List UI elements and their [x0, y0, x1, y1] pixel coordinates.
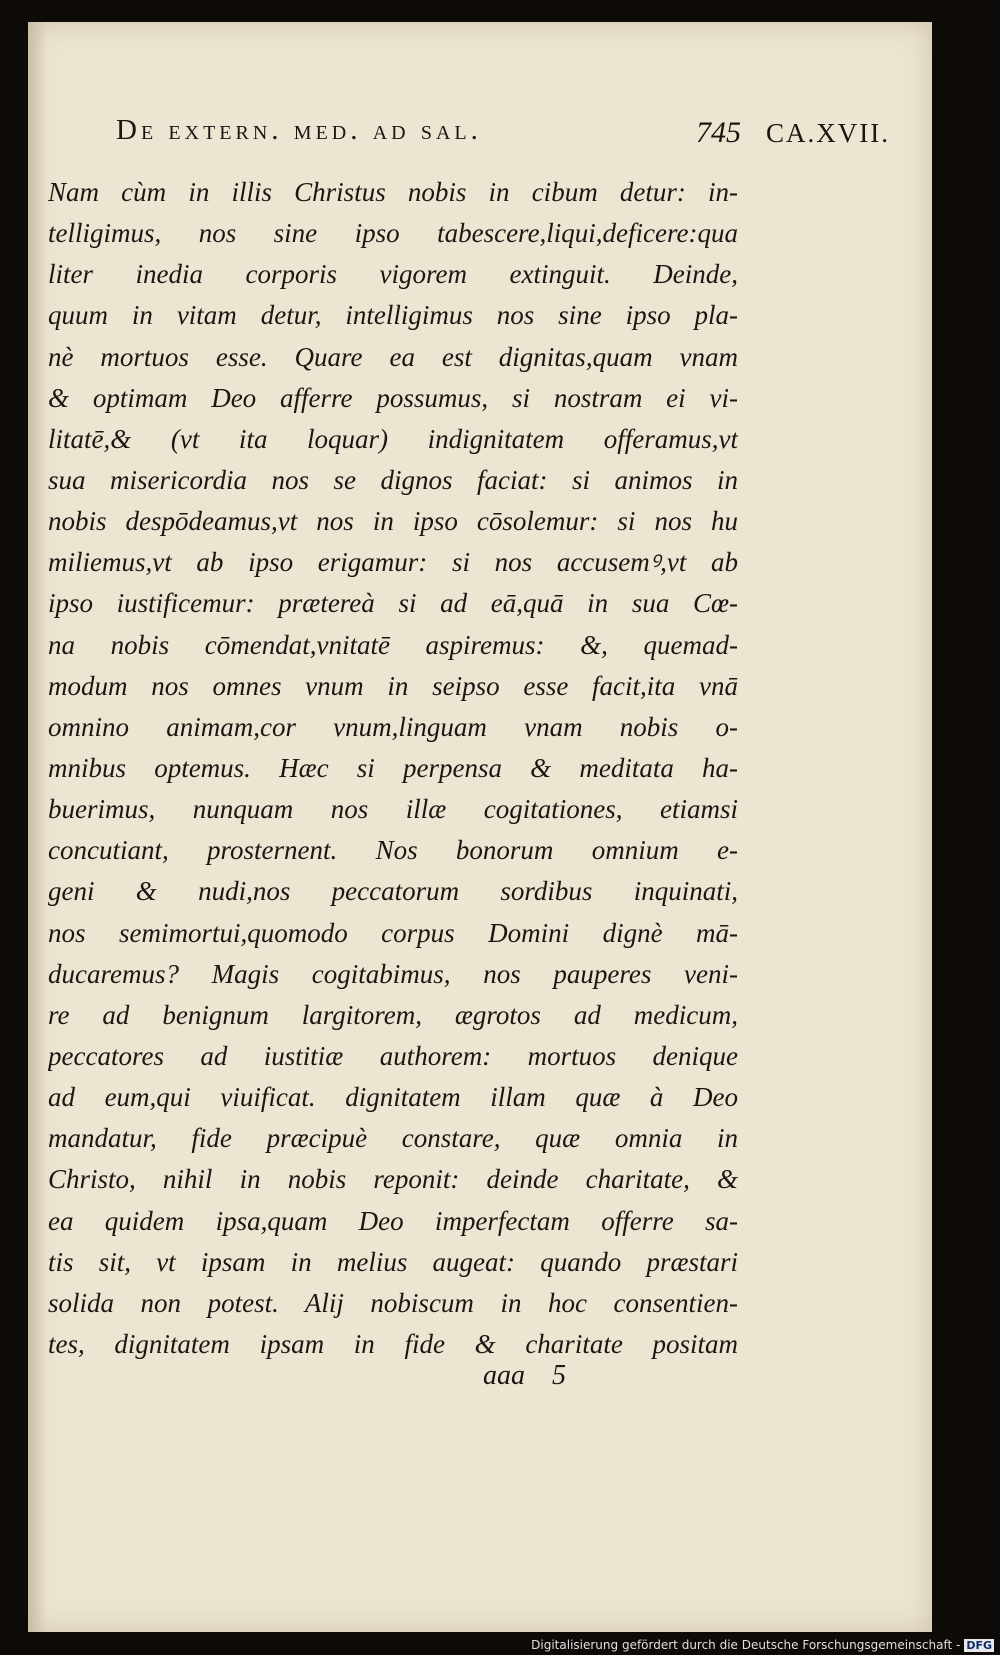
text-line: re ad benignum largitorem, ægrotos ad medicum,	[48, 999, 738, 1030]
page-number: 745	[696, 116, 741, 149]
text-line: sua misericordia nos se dignos faciat: si animos in	[48, 464, 738, 495]
text-line: peccatores ad iustitiæ authorem: mortuos denique	[48, 1040, 738, 1071]
book-page	[28, 22, 932, 1632]
text-line: nos semimortui,quomodo corpus Domini dignè mā-	[48, 917, 738, 948]
text-line: omnino animam,cor vnum,linguam vnam nobis o-	[48, 711, 738, 742]
text-line: telligimus, nos sine ipso tabescere,liqui,deficere:qua	[48, 218, 738, 249]
text-line: & optimam Deo afferre possumus, si nostram ei vi-	[48, 382, 738, 413]
text-line: ducaremus? Magis cogitabimus, nos pauperes veni-	[48, 958, 738, 989]
page-gutter-shadow	[28, 22, 46, 1632]
text-line: geni & nudi,nos peccatorum sordibus inquinati,	[48, 876, 738, 907]
text-line: Nam cùm in illis Christus nobis in cibum detur: in-	[48, 177, 738, 207]
chapter-label: CA.XVII.	[766, 118, 890, 148]
footer-credit	[531, 1638, 994, 1652]
text-line: tes, dignitatem ipsam in fide & charitate positam	[48, 1328, 738, 1359]
text-line: concutiant, prosternent. Nos bonorum omnium e-	[48, 835, 738, 866]
running-head	[116, 110, 896, 160]
text-line: ipso iustificemur: prætereà si ad eā,quā in sua Cœ-	[48, 588, 738, 619]
text-line: litatē,& (vt ita loquar) indignitatem offeramus,vt	[48, 423, 738, 454]
body-text	[48, 172, 738, 1365]
text-line: mnibus optemus. Hæc si perpensa & meditata ha-	[48, 752, 738, 783]
text-line: liter inedia corporis vigorem extinguit. Deinde,	[48, 259, 738, 290]
text-line: miliemus,vt ab ipso erigamur: si nos accusemꝰ,vt ab	[48, 547, 738, 578]
text-line: mandatur, fide præcipuè constare, quæ omnia in	[48, 1123, 738, 1154]
text-line: modum nos omnes vnum in seipso esse facit,ita vnā	[48, 670, 738, 701]
text-line: ad eum,qui viuificat. dignitatem illam quæ à Deo	[48, 1082, 738, 1113]
text-line: nè mortuos esse. Quare ea est dignitas,quam vnam	[48, 341, 738, 372]
text-line: Christo, nihil in nobis reponit: deinde charitate, &	[48, 1164, 738, 1195]
text-line: ea quidem ipsa,quam Deo imperfectam offerre sa-	[48, 1205, 738, 1236]
text-line: na nobis cōmendat,vnitatē aspiremus: &, quemad-	[48, 629, 738, 660]
running-head-title: De extern. med. ad sal.	[116, 114, 482, 146]
text-line: nobis despōdeamus,vt nos in ipso cōsolemur: si nos hu	[48, 506, 738, 537]
text-line: solida non potest. Alij nobiscum in hoc consentien-	[48, 1287, 738, 1318]
signature-mark: aaa 5	[483, 1360, 566, 1391]
text-line: buerimus, nunquam nos illæ cogitationes, etiamsi	[48, 794, 738, 825]
footer-text: Digitalisierung gefördert durch die Deutsche Forschungsgemeinschaft -	[531, 1638, 961, 1652]
text-line: tis sit, vt ipsam in melius augeat: quando præstari	[48, 1246, 738, 1277]
dfg-logo: DFG	[966, 1638, 992, 1652]
text-line: quum in vitam detur, intelligimus nos sine ipso pla-	[48, 300, 738, 331]
